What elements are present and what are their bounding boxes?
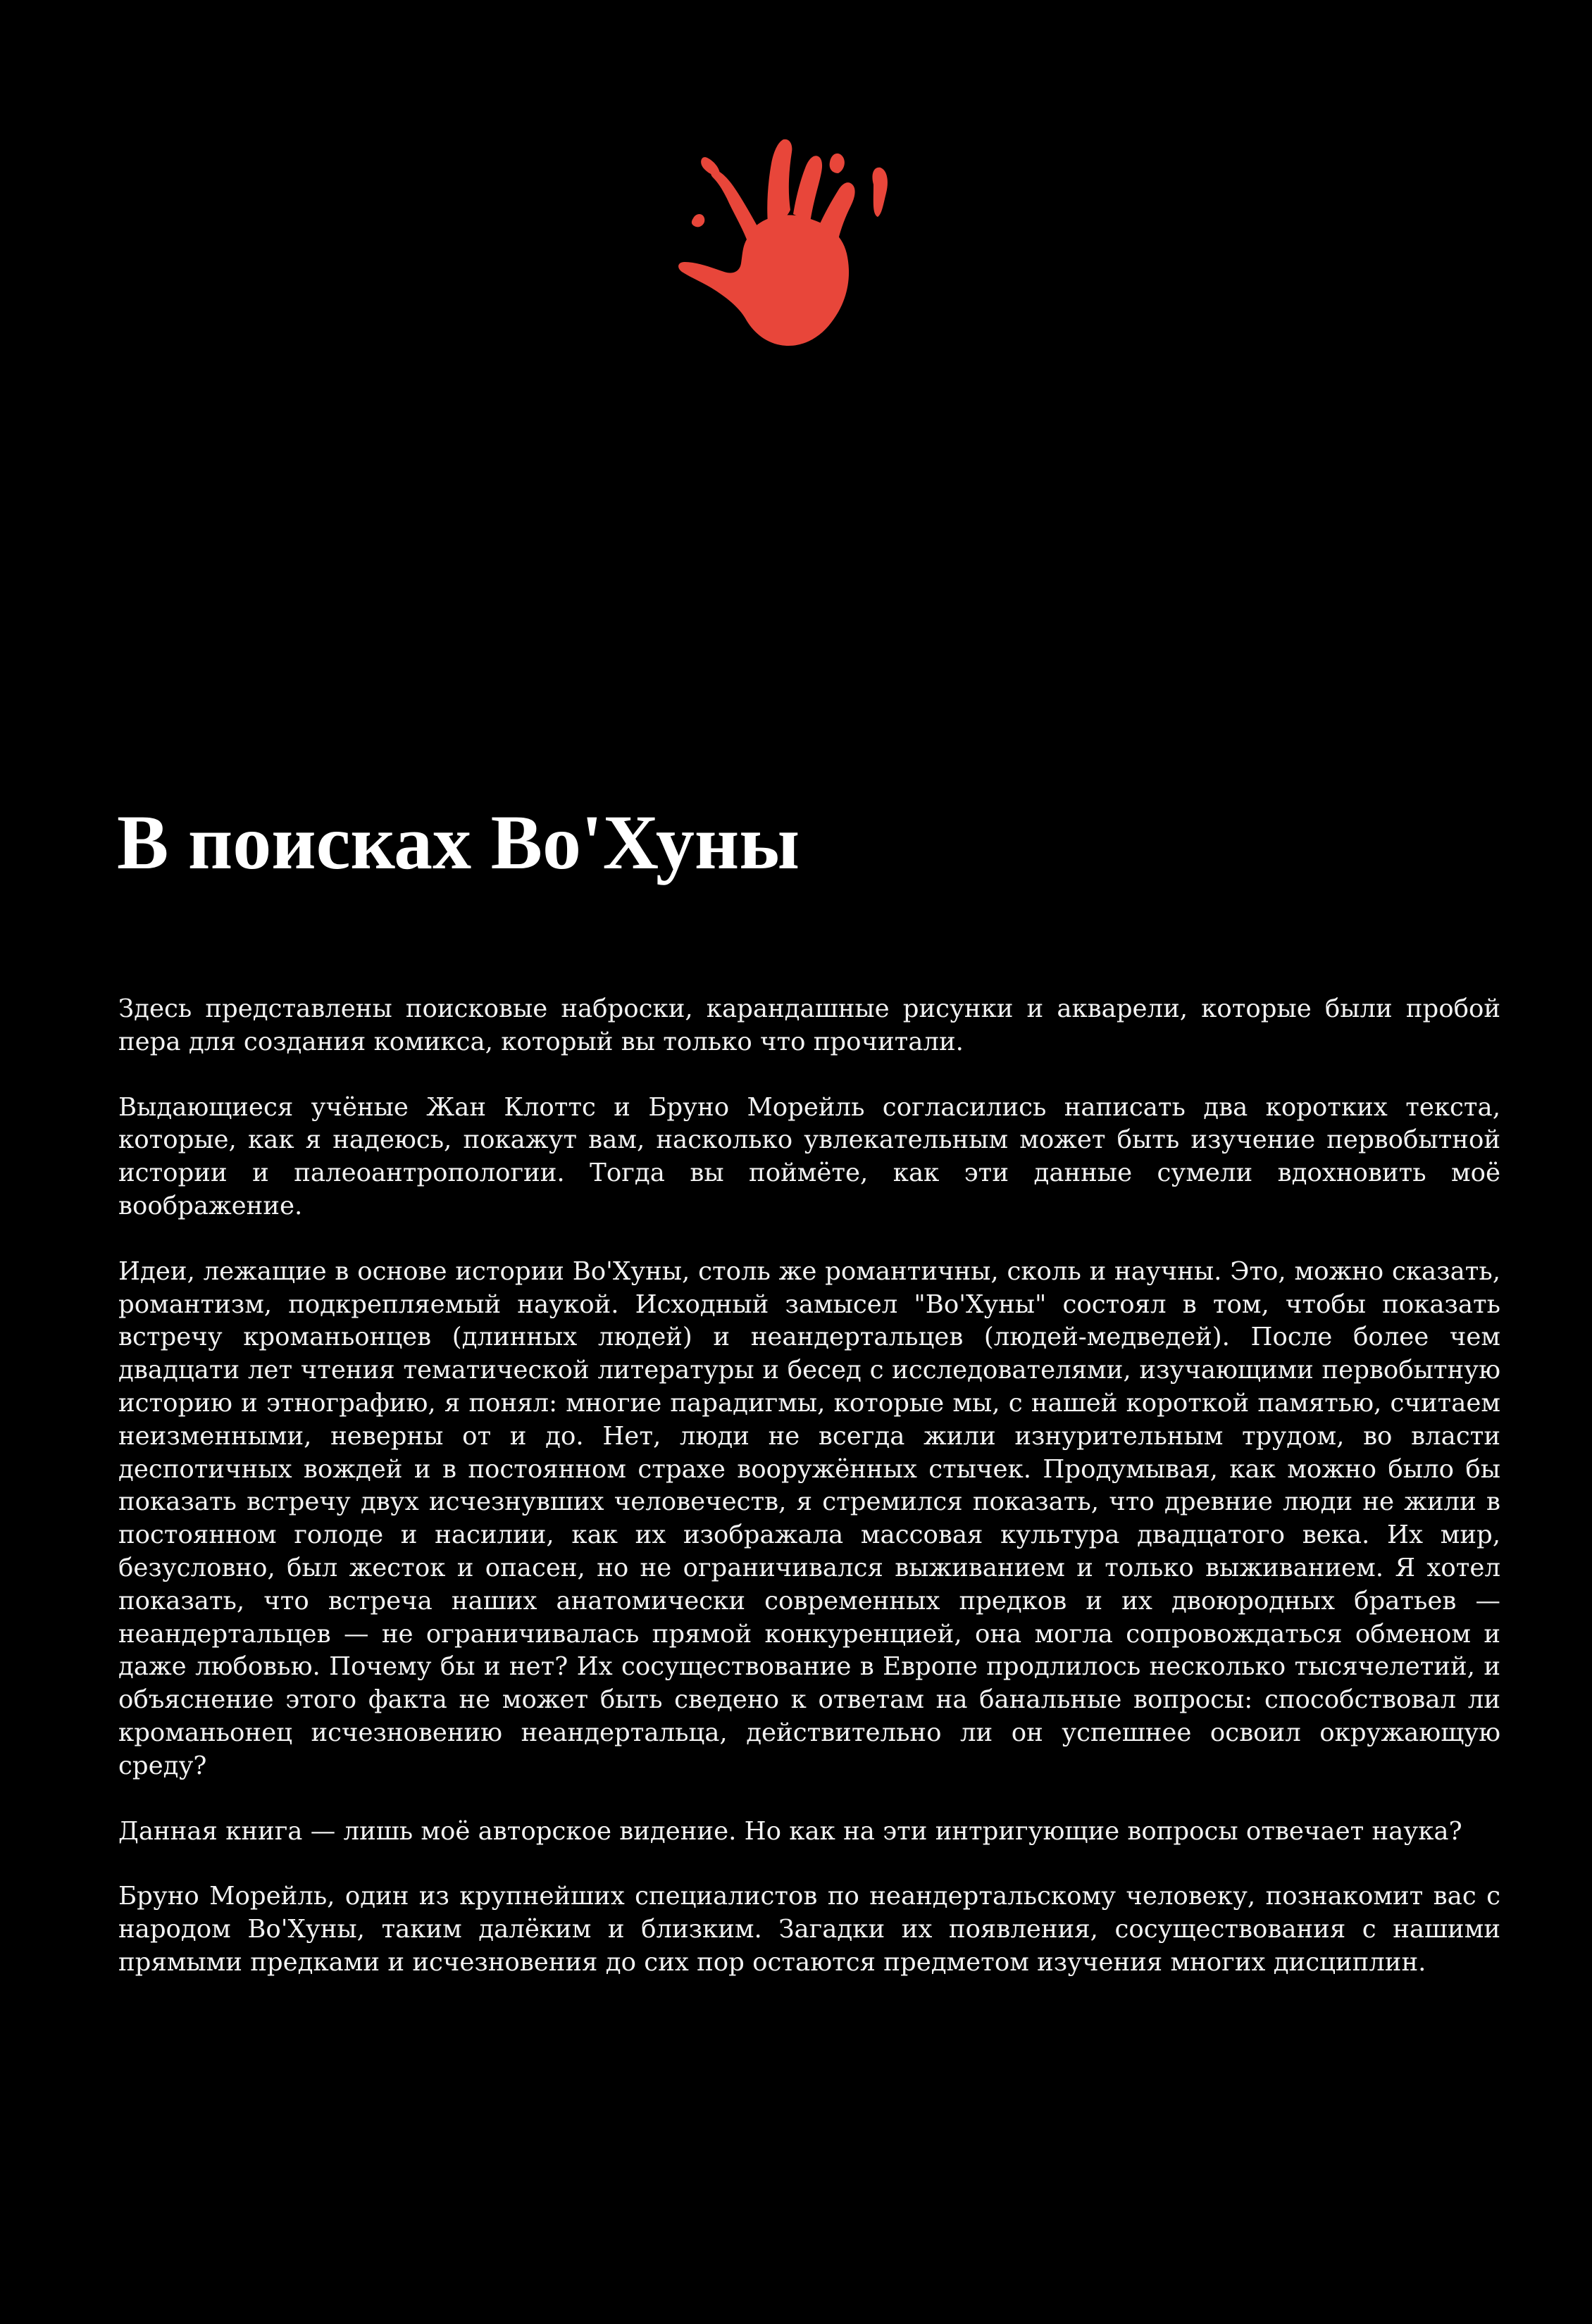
red-handprint-icon xyxy=(662,134,895,359)
paragraph-intro: Здесь представлены поисковые наброски, карандашные рисунки и акварели, которые были пробой пера для создания комикса, который вы только что прочитали. xyxy=(118,994,1500,1056)
body-text xyxy=(118,993,1500,2012)
paragraph-bruno: Бруно Морейль, один из крупнейших специалистов по неандертальскому человеку, познакомит вас с народом Во'Хуны, таким далёким и близким. Загадки их появления, сосуществования с нашими прямыми предками и исчезновения до сих пор остаются предметом изучения многих дисциплин. xyxy=(118,1882,1500,1977)
handprint-shape xyxy=(678,139,888,346)
page-title: В поисках Во'Хуны xyxy=(117,799,800,885)
paragraph-scientists: Выдающиеся учёные Жан Клоттс и Бруно Морейль согласились написать два коротких текста, которые, как я надеюсь, покажут вам, насколько увлекательным может быть изучение первобытной истории и палеоантропологии. Тогда вы поймёте, как эти данные сумели вдохновить моё воображение. xyxy=(118,1092,1500,1220)
handprint-graphic xyxy=(662,134,895,359)
paragraph-ideas: Идеи, лежащие в основе истории Во'Хуны, столь же романтичны, сколь и научны. Это, можно сказать, романтизм, подкрепляемый наукой. Исходный замысел "Во'Хуны" состоял в том, чтобы показать встречу кроманьонцев (длинных людей) и неандертальцев (людей-медведей). После более чем двадцати лет чтения тематической литературы и бесед с исследователями, изучающими первобытную историю и этнографию, я понял: многие парадигмы, которые мы, с нашей короткой памятью, считаем неизменными, неверны от и до. Нет, люди не всегда жили изнурительным трудом, во власти деспотичных вождей и в постоянном страхе вооружённых стычек. Продумывая, как можно было бы показать встречу двух исчезнувших человечеств, я стремился показать, что древние люди не жили в постоянном голоде и насилии, как их изображала массовая культура двадцатого века. Их мир, безусловно, был жесток и опасен, но не ограничивался выживанием и только выживанием. Я хотел показать, что встреча наших анатомически современных предков и их двоюродных братьев — неандертальцев — не ограничивалась прямой конкуренцией, она могла сопровождаться обменом и даже любовью. Почему бы и нет? Их сосуществование в Европе продлилось несколько тысячелетий, и объяснение этого факта не может быть сведено к ответам на банальные вопросы: способствовал ли кроманьонец исчезновению неандертальца, действительно ли он успешнее освоил окружающую среду? xyxy=(118,1256,1500,1780)
paragraph-vision: Данная книга — лишь моё авторское видение. Но как на эти интригующие вопросы отвечает наука? xyxy=(118,1816,1462,1846)
